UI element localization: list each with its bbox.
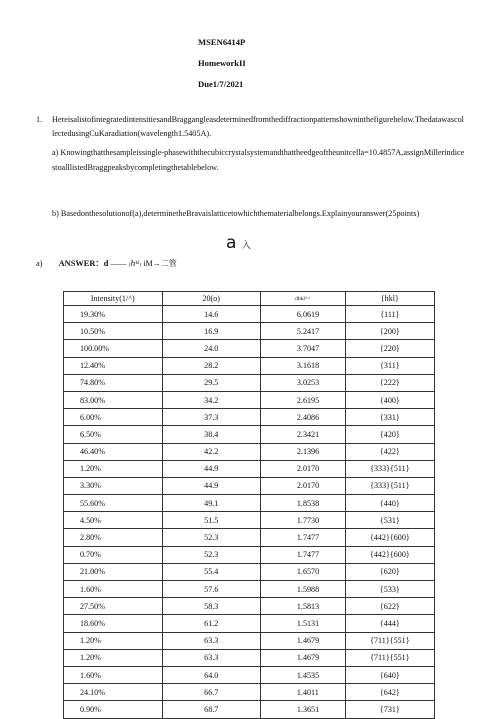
table-row bbox=[64, 632, 435, 649]
cell-two-theta: 42.2 bbox=[162, 443, 260, 460]
table-row bbox=[64, 477, 435, 494]
answer-label: a) bbox=[36, 259, 43, 268]
cell-intensity: 55.60% bbox=[64, 495, 163, 512]
cell-hkl: {311} bbox=[345, 357, 434, 374]
cell-intensity: 24.10% bbox=[64, 684, 163, 701]
part-b-text: b) Basedonthesolutionof(a),determinetheBravaislatticetowhichthematerialbelongs.Explainyouranswer(25points) bbox=[52, 209, 420, 218]
cell-intensity: 12.40% bbox=[64, 357, 163, 374]
cell-two-theta: 61.2 bbox=[162, 615, 260, 632]
table-header-row bbox=[64, 292, 435, 306]
cell-d-spacing: 1.5813 bbox=[260, 598, 345, 615]
cell-hkl: {442}{600} bbox=[345, 529, 434, 546]
cell-hkl: {622} bbox=[345, 598, 434, 615]
header-hkl: {hkl} bbox=[345, 292, 434, 306]
cell-hkl: {333}{511} bbox=[345, 477, 434, 494]
table-row bbox=[64, 443, 435, 460]
cell-two-theta: 24.0 bbox=[162, 340, 260, 357]
mark-small: 入 bbox=[241, 241, 251, 251]
cell-two-theta: 34.2 bbox=[162, 391, 260, 408]
cell-two-theta: 49.1 bbox=[162, 495, 260, 512]
cell-hkl: {400} bbox=[345, 391, 434, 408]
cell-intensity: 21.00% bbox=[64, 563, 163, 580]
cell-hkl: {220} bbox=[345, 340, 434, 357]
cell-intensity: 2.80% bbox=[64, 529, 163, 546]
cell-d-spacing: 1.4011 bbox=[260, 684, 345, 701]
mark-main: a bbox=[226, 233, 237, 253]
table-row bbox=[64, 666, 435, 683]
handwritten-mark bbox=[226, 233, 251, 253]
cell-d-spacing: 2.6195 bbox=[260, 391, 345, 408]
cell-two-theta: 37.3 bbox=[162, 409, 260, 426]
cell-hkl: {711}{551} bbox=[345, 649, 434, 666]
question-text: HereisalistofintegratedintensitiesandBraggangleasdeterminedfromthediffractionpatternshowninthefigurebelow.ThedatawascollectedusingCuKaradiation(wavelength1.5405A). bbox=[52, 115, 464, 138]
cell-intensity: 27.50% bbox=[64, 598, 163, 615]
cell-hkl: {444} bbox=[345, 615, 434, 632]
cell-intensity: 6.00% bbox=[64, 409, 163, 426]
diffraction-table bbox=[63, 291, 435, 719]
question-1 bbox=[36, 113, 466, 141]
cell-d-spacing: 2.0170 bbox=[260, 460, 345, 477]
cell-hkl: {420} bbox=[345, 426, 434, 443]
answer-line bbox=[36, 257, 177, 269]
table-row bbox=[64, 357, 435, 374]
cell-hkl: {331} bbox=[345, 409, 434, 426]
cell-two-theta: 14.6 bbox=[162, 306, 260, 323]
cell-two-theta: 29.5 bbox=[162, 374, 260, 391]
cell-intensity: 1.60% bbox=[64, 666, 163, 683]
cell-hkl: {620} bbox=[345, 563, 434, 580]
cell-hkl: {200} bbox=[345, 323, 434, 340]
cell-two-theta: 64.0 bbox=[162, 666, 260, 683]
cell-d-spacing: 3.1618 bbox=[260, 357, 345, 374]
cell-two-theta: 16.9 bbox=[162, 323, 260, 340]
cell-hkl: {222} bbox=[345, 374, 434, 391]
cell-hkl: {711}{551} bbox=[345, 632, 434, 649]
cell-d-spacing: 1.7730 bbox=[260, 512, 345, 529]
cell-hkl: {333}{511} bbox=[345, 460, 434, 477]
cell-two-theta: 63.3 bbox=[162, 632, 260, 649]
table-row bbox=[64, 340, 435, 357]
cell-two-theta: 28.2 bbox=[162, 357, 260, 374]
cell-hkl: {531} bbox=[345, 512, 434, 529]
table-row bbox=[64, 409, 435, 426]
cell-intensity: 1.20% bbox=[64, 649, 163, 666]
header-intensity: Intensity(1/^) bbox=[64, 292, 163, 306]
cell-intensity: 10.50% bbox=[64, 323, 163, 340]
cell-d-spacing: 2.4086 bbox=[260, 409, 345, 426]
cell-two-theta: 52.3 bbox=[162, 546, 260, 563]
cell-intensity: 100.00% bbox=[64, 340, 163, 357]
homework-title: HomeworkII bbox=[198, 58, 246, 68]
table-row bbox=[64, 374, 435, 391]
cell-intensity: 6.50% bbox=[64, 426, 163, 443]
cell-hkl: {111} bbox=[345, 306, 434, 323]
cell-intensity: 19.30% bbox=[64, 306, 163, 323]
cell-hkl: {640} bbox=[345, 666, 434, 683]
cell-two-theta: 38.4 bbox=[162, 426, 260, 443]
cell-hkl: {422} bbox=[345, 443, 434, 460]
table-row bbox=[64, 684, 435, 701]
cell-d-spacing: 3.7047 bbox=[260, 340, 345, 357]
cell-two-theta: 68.7 bbox=[162, 701, 260, 718]
table-row bbox=[64, 512, 435, 529]
cell-intensity: 0.90% bbox=[64, 701, 163, 718]
cell-two-theta: 57.6 bbox=[162, 581, 260, 598]
table-row bbox=[64, 563, 435, 580]
cell-intensity: 0.70% bbox=[64, 546, 163, 563]
table-row bbox=[64, 495, 435, 512]
cell-d-spacing: 1.6570 bbox=[260, 563, 345, 580]
cell-d-spacing: 2.0170 bbox=[260, 477, 345, 494]
cell-d-spacing: 1.5988 bbox=[260, 581, 345, 598]
cell-d-spacing: 3.0253 bbox=[260, 374, 345, 391]
cell-d-spacing: 1.7477 bbox=[260, 529, 345, 546]
cell-intensity: 3.30% bbox=[64, 477, 163, 494]
cell-two-theta: 44.9 bbox=[162, 460, 260, 477]
cell-hkl: {642} bbox=[345, 684, 434, 701]
table-row bbox=[64, 529, 435, 546]
cell-hkl: {533} bbox=[345, 581, 434, 598]
cell-d-spacing: 2.3421 bbox=[260, 426, 345, 443]
cell-intensity: 83.00% bbox=[64, 391, 163, 408]
cell-d-spacing: 2.1396 bbox=[260, 443, 345, 460]
table-row bbox=[64, 323, 435, 340]
answer-bold: ANSWER：d bbox=[58, 259, 109, 268]
cell-two-theta: 66.7 bbox=[162, 684, 260, 701]
cell-d-spacing: 1.3651 bbox=[260, 701, 345, 718]
table-row bbox=[64, 615, 435, 632]
cell-hkl: {440} bbox=[345, 495, 434, 512]
table-row bbox=[64, 581, 435, 598]
table-row bbox=[64, 701, 435, 718]
cell-d-spacing: 1.4679 bbox=[260, 632, 345, 649]
cell-hkl: {731} bbox=[345, 701, 434, 718]
header-two-theta: 20(o) bbox=[162, 292, 260, 306]
cell-two-theta: 51.5 bbox=[162, 512, 260, 529]
cell-two-theta: 52.3 bbox=[162, 529, 260, 546]
table-row bbox=[64, 460, 435, 477]
table-row bbox=[64, 546, 435, 563]
cell-two-theta: 58.3 bbox=[162, 598, 260, 615]
cell-intensity: 46.40% bbox=[64, 443, 163, 460]
table-row bbox=[64, 598, 435, 615]
course-code: MSEN6414P bbox=[198, 37, 246, 47]
table-row bbox=[64, 391, 435, 408]
cell-intensity: 18.60% bbox=[64, 615, 163, 632]
table-row bbox=[64, 649, 435, 666]
cell-d-spacing: 6.0619 bbox=[260, 306, 345, 323]
answer-formula: —— ₍ℎᵏˡ₎ iM→二管 bbox=[110, 259, 177, 268]
cell-d-spacing: 1.4535 bbox=[260, 666, 345, 683]
header-d-spacing: dhkl^> bbox=[260, 292, 345, 306]
cell-two-theta: 63.3 bbox=[162, 649, 260, 666]
cell-intensity: 1.20% bbox=[64, 460, 163, 477]
part-a-text: a) Knowingthatthesampleissingle-phasewiththecubiccrystalsystemandthattheedgeoftheunitcella=10.4857A,assignMillerindicestoalllistedBraggpeaksbycompletingthetablebelow. bbox=[52, 148, 465, 172]
due-date: Due1/7/2021 bbox=[198, 79, 244, 89]
table-row bbox=[64, 306, 435, 323]
cell-intensity: 4.50% bbox=[64, 512, 163, 529]
cell-d-spacing: 1.8538 bbox=[260, 495, 345, 512]
cell-d-spacing: 1.4679 bbox=[260, 649, 345, 666]
cell-hkl: {442}{600} bbox=[345, 546, 434, 563]
cell-intensity: 1.60% bbox=[64, 581, 163, 598]
cell-d-spacing: 5.2417 bbox=[260, 323, 345, 340]
cell-intensity: 74.80% bbox=[64, 374, 163, 391]
table-row bbox=[64, 426, 435, 443]
question-number: 1. bbox=[36, 115, 43, 124]
cell-d-spacing: 1.7477 bbox=[260, 546, 345, 563]
cell-intensity: 1.20% bbox=[64, 632, 163, 649]
cell-two-theta: 44.9 bbox=[162, 477, 260, 494]
cell-two-theta: 55.4 bbox=[162, 563, 260, 580]
cell-d-spacing: 1.5131 bbox=[260, 615, 345, 632]
